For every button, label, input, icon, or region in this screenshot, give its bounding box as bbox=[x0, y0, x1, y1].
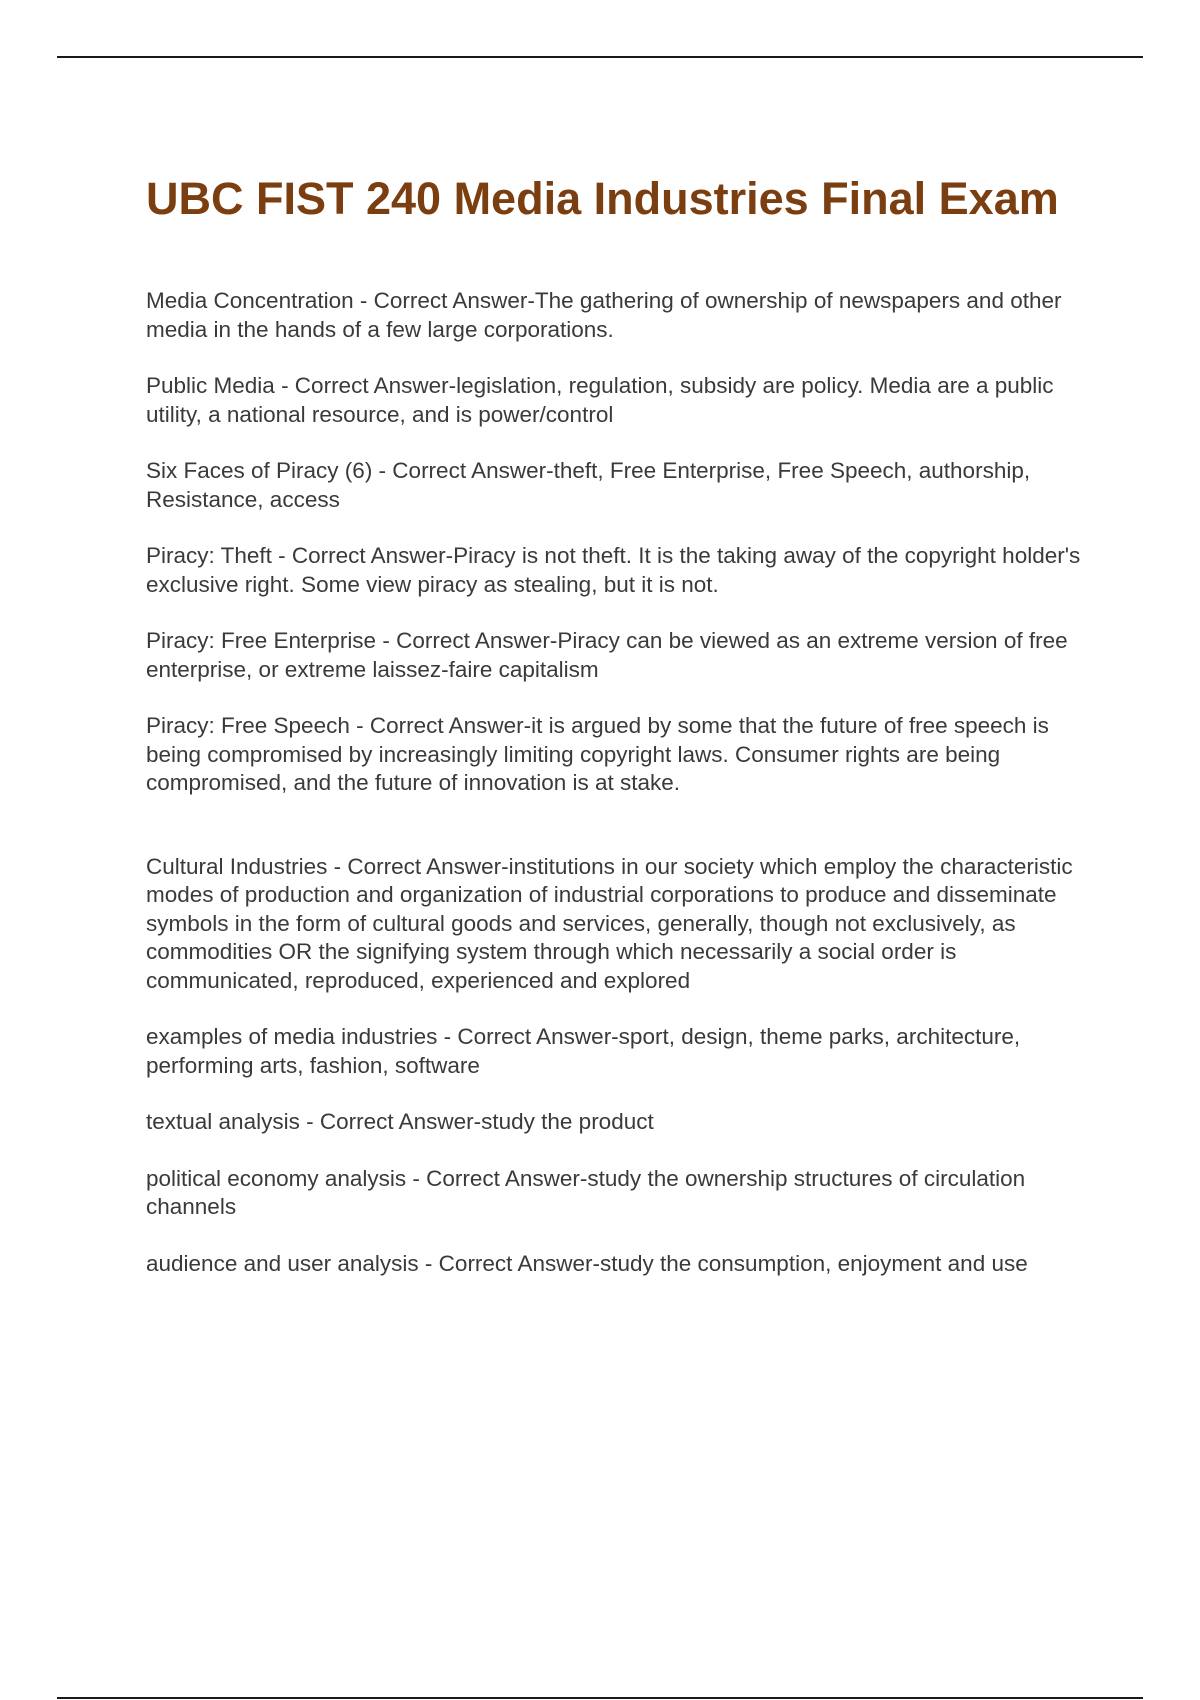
flashcard-entry-examples-of-media-industries: examples of media industries - Correct Answer-sport, design, theme parks, architecture, performing arts, fashion, software bbox=[146, 1024, 1021, 1078]
flashcard-entry-political-economy-analysis: political economy analysis - Correct Answer-study the ownership structures of circulation channels bbox=[146, 1165, 1026, 1219]
flashcard-entry-public-media: Public Media - Correct Answer-legislation, regulation, subsidy are policy. Media are a public utility, a national resource, and is power/control bbox=[146, 373, 1054, 427]
flashcard-list bbox=[146, 287, 1096, 1278]
top-rule bbox=[57, 56, 1143, 58]
flashcard-entry-cultural-industries: Cultural Industries - Correct Answer-institutions in our society which employ the characteristic modes of production and organization of industrial corporations to produce and disseminate symbols in the form of cultural goods and services, generally, though not exclusively, as commodities OR the signifying system through which necessarily a social order is communicated, reproduced, experienced and explored bbox=[146, 853, 1073, 993]
document-title: UBC FIST 240 Media Industries Final Exam bbox=[146, 173, 1059, 224]
flashcard-entry-piracy-free-speech: Piracy: Free Speech - Correct Answer-it is argued by some that the future of free speech is being compromised by increasingly limiting copyright laws. Consumer rights are being compromised, and the future of innovation is at stake. bbox=[146, 713, 1049, 795]
bottom-rule bbox=[57, 1697, 1143, 1699]
flashcard-entry-piracy-theft: Piracy: Theft - Correct Answer-Piracy is not theft. It is the taking away of the copyright holder's exclusive right. Some view piracy as stealing, but it is not. bbox=[146, 543, 1081, 597]
flashcard-entry-textual-analysis: textual analysis - Correct Answer-study the product bbox=[146, 1109, 654, 1134]
flashcard-entry-piracy-free-enterprise: Piracy: Free Enterprise - Correct Answer-Piracy can be viewed as an extreme version of free enterprise, or extreme laissez-faire capitalism bbox=[146, 628, 1068, 682]
flashcard-entry-audience-and-user-analysis: audience and user analysis - Correct Answer-study the consumption, enjoyment and use bbox=[146, 1250, 1028, 1276]
document-body bbox=[146, 172, 1096, 1306]
flashcard-entry-six-faces-of-piracy: Six Faces of Piracy (6) - Correct Answer-theft, Free Enterprise, Free Speech, authorship, Resistance, access bbox=[146, 458, 1031, 512]
flashcard-entry-media-concentration: Media Concentration - Correct Answer-The gathering of ownership of newspapers and other media in the hands of a few large corporations. bbox=[146, 288, 1062, 342]
